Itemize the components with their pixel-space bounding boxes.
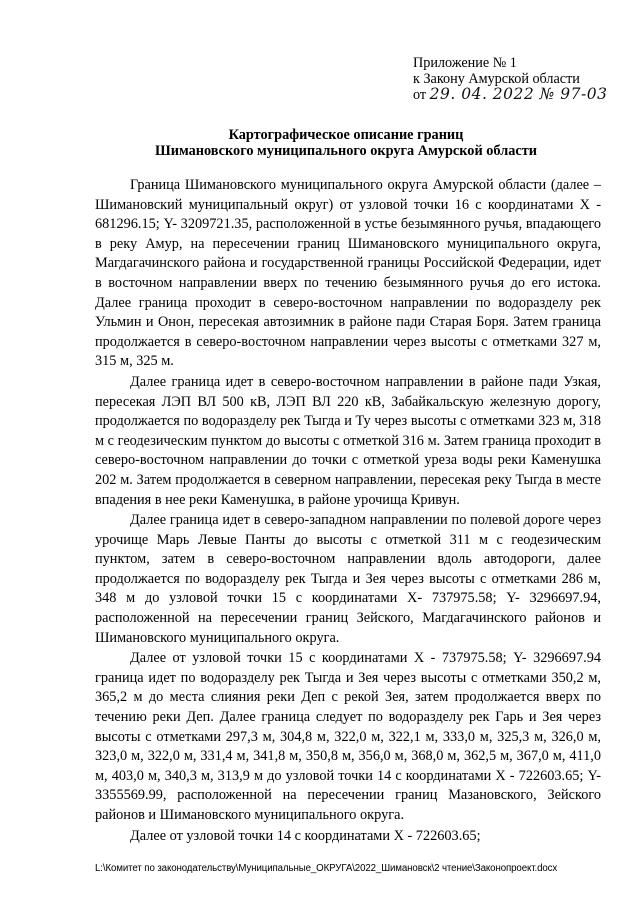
paragraph: Далее от узловой точки 15 с координатами Х - 737975.58; Y- 3296697.94 граница идет по водоразделу рек Тыгда и Зея через высоты с отметками 350,2 м, 365,2 м до места слияния реки Деп с рекой Зея, затем продолжается вверх по течению реки Деп. Далее граница следует по водоразделу рек Гарь и Зея через высоты с отметками 297,3 м, 304,8 м, 322,0 м, 322,1 м, 333,0 м, 325,3 м, 326,0 м, 323,0 м, 322,0 м, 331,4 м, 341,8 м, 350,8 м, 356,0 м, 368,0 м, 362,5 м, 367,0 м, 411,0 м, 403,0 м, 340,3 м, 313,9 м до узловой точки 14 с координатами Х - 722603.65; Y- 3355569.99, расположенной на пересечении границ Мазановского, Зейского районов и Шимановского муниципального округа. (95, 650, 601, 823)
document-title (96, 128, 596, 159)
appendix-number: Приложение № 1 (413, 55, 517, 71)
document-body (95, 176, 601, 846)
title-line-1: Картографическое описание границ (228, 127, 464, 143)
paragraph: Далее граница идет в северо-восточном направлении в районе пади Узкая, пересекая ЛЭП ВЛ 500 кВ, ЛЭП ВЛ 220 кВ, Забайкальскую железную дорогу, продолжается по водоразделу рек Тыгда и Ту через высоты с отметками 323 м, 318 м с геодезическим пунктом до высоты с отметкой 316 м. Затем граница проходит в северо-восточном направлении до точки с отметкой уреза воды реки Каменушка 202 м. Затем продолжается в северном направлении, пересекая реку Тыгда в месте впадения в нее реки Каменушка, в районе урочища Кривун. (95, 373, 601, 508)
appendix-date-prefix: от (413, 87, 427, 103)
paragraph: Далее от узловой точки 14 с координатами Х - 722603.65; (130, 827, 481, 844)
paragraph: Далее граница идет в северо-западном направлении по полевой дороге через урочище Марь Левые Панты до высоты с отметкой 311 м с геодезическим пунктом, затем в северо-восточном направлении вдоль автодороги, далее продолжается по водоразделу рек Тыгда и Зея через высоты с отметками 286 м, 348 м до узловой точки 15 с координатами Х- 737975.58; Y- 3296697.94, расположенной на пересечении границ Зейского, Магдагачинского районов и Шимановского муниципального округа. (95, 512, 601, 646)
file-path-footer: L:\Комитет по законодательству\Муниципальные_ОКРУГА\2022_Шимановск\2 чтение\Законопроект.docx (95, 863, 558, 874)
appendix-date-line (413, 87, 628, 104)
appendix-law-ref: к Закону Амурской области (413, 70, 580, 87)
appendix-header (413, 56, 628, 104)
handwritten-date-number: 29. 04. 2022 № 97-03 (429, 85, 608, 103)
paragraph: Граница Шимановского муниципального округа Амурской области (далее – Шимановский муниципальный округ) от узловой точки 16 с координатами Х - 681296.15; Y- 3209721.35, расположенной в устье безымянного ручья, впадающего в реку Амур, на пересечении границ Шимановского муниципального округа, Магдагачинского района и государственной границы Российской Федерации, идет в восточном направлении вверх по течению безымянного ручья до его истока. Далее граница проходит в северо-восточном направлении по водоразделу рек Ульмин и Онон, пересекая автозимник в районе пади Старая Боря. Затем граница продолжается в северо-восточном направлении через высоты с отметками 327 м, 315 м, 325 м. (95, 177, 601, 370)
title-line-2: Шимановского муниципального округа Амурской области (155, 142, 537, 159)
